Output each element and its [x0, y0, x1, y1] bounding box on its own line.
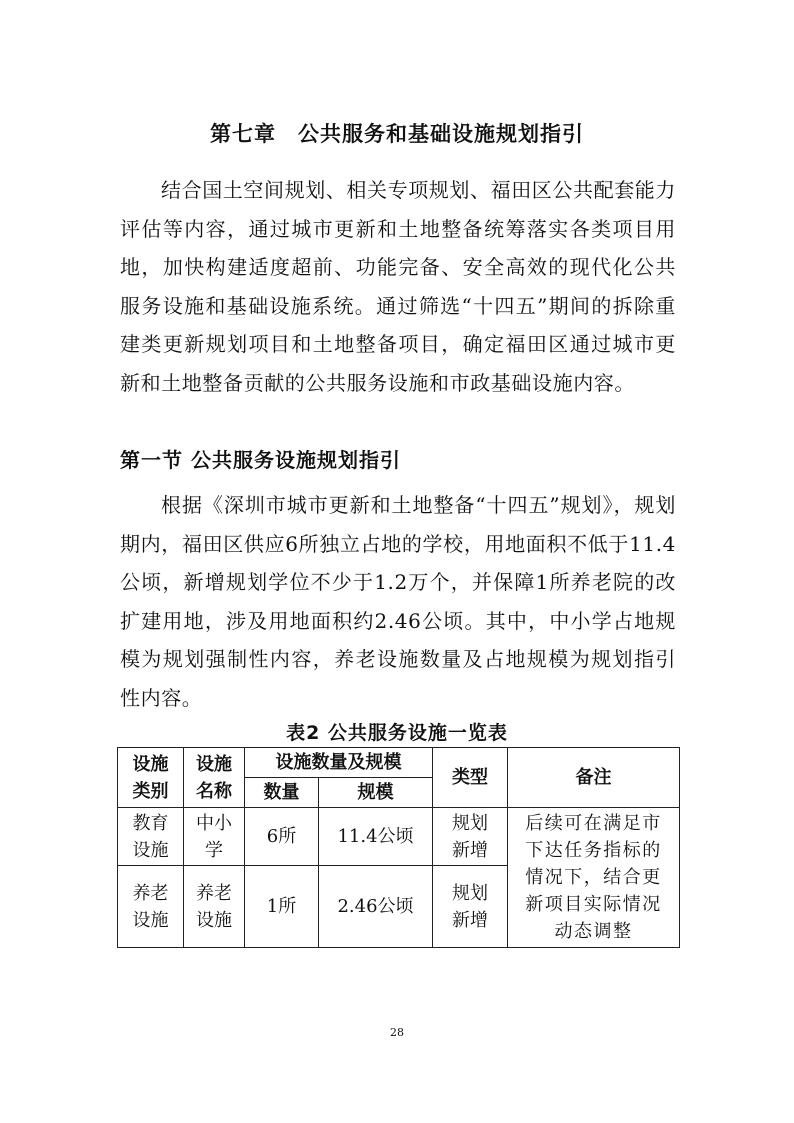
- table-header-row: [118, 748, 680, 778]
- header-type: 类型: [433, 748, 508, 808]
- section-paragraph: 根据《深圳市城市更新和土地整备“十四五”规划》，规划期内，福田区供应6所独立占地的学校，用地面积不低于11.4公顷，新增规划学位不少于1.2万个，并保障1所养老院的改扩建用地，涉及用地面积约2.46公顷。其中，中小学占地规模为规划强制性内容，养老设施数量及占地规模为规划指引性内容。: [120, 493, 676, 710]
- chapter-title: 第七章 公共服务和基础设施规划指引: [210, 122, 584, 146]
- facilities-table: [117, 747, 680, 948]
- header-quantity-scale: 设施数量及规模: [245, 748, 433, 778]
- header-name: 设施名称: [184, 748, 245, 808]
- row-quantity: 1所: [245, 866, 319, 948]
- header-quantity: 数量: [245, 778, 319, 808]
- row-note: 后续可在满足市下达任务指标的情况下，结合更新项目实际情况动态调整: [508, 808, 680, 948]
- row-quantity: 6所: [245, 808, 319, 866]
- row-type: 规划新增: [433, 866, 508, 948]
- row-name: 中小学: [184, 808, 245, 866]
- row-category: 养老设施: [118, 866, 184, 948]
- row-scale: 2.46公顷: [319, 866, 433, 948]
- intro-paragraph: 结合国土空间规划、相关专项规划、福田区公共配套能力评估等内容，通过城市更新和土地整备统筹落实各类项目用地，加快构建适度超前、功能完备、安全高效的现代化公共服务设施和基础设施系统。通过筛选“十四五”期间的拆除重建类更新规划项目和土地整备项目，确定福田区通过城市更新和土地整备贡献的公共服务设施和市政基础设施内容。: [120, 178, 676, 395]
- row-category: 教育设施: [118, 808, 184, 866]
- page-number: 28: [390, 1026, 404, 1039]
- row-name: 养老设施: [184, 866, 245, 948]
- row-scale: 11.4公顷: [319, 808, 433, 866]
- row-type: 规划新增: [433, 808, 508, 866]
- header-scale: 规模: [319, 778, 433, 808]
- header-note: 备注: [508, 748, 680, 808]
- header-category: 设施类别: [118, 748, 184, 808]
- table-row: [118, 808, 680, 866]
- section-title: 第一节 公共服务设施规划指引: [120, 448, 401, 472]
- table-caption: 表2 公共服务设施一览表: [286, 722, 508, 744]
